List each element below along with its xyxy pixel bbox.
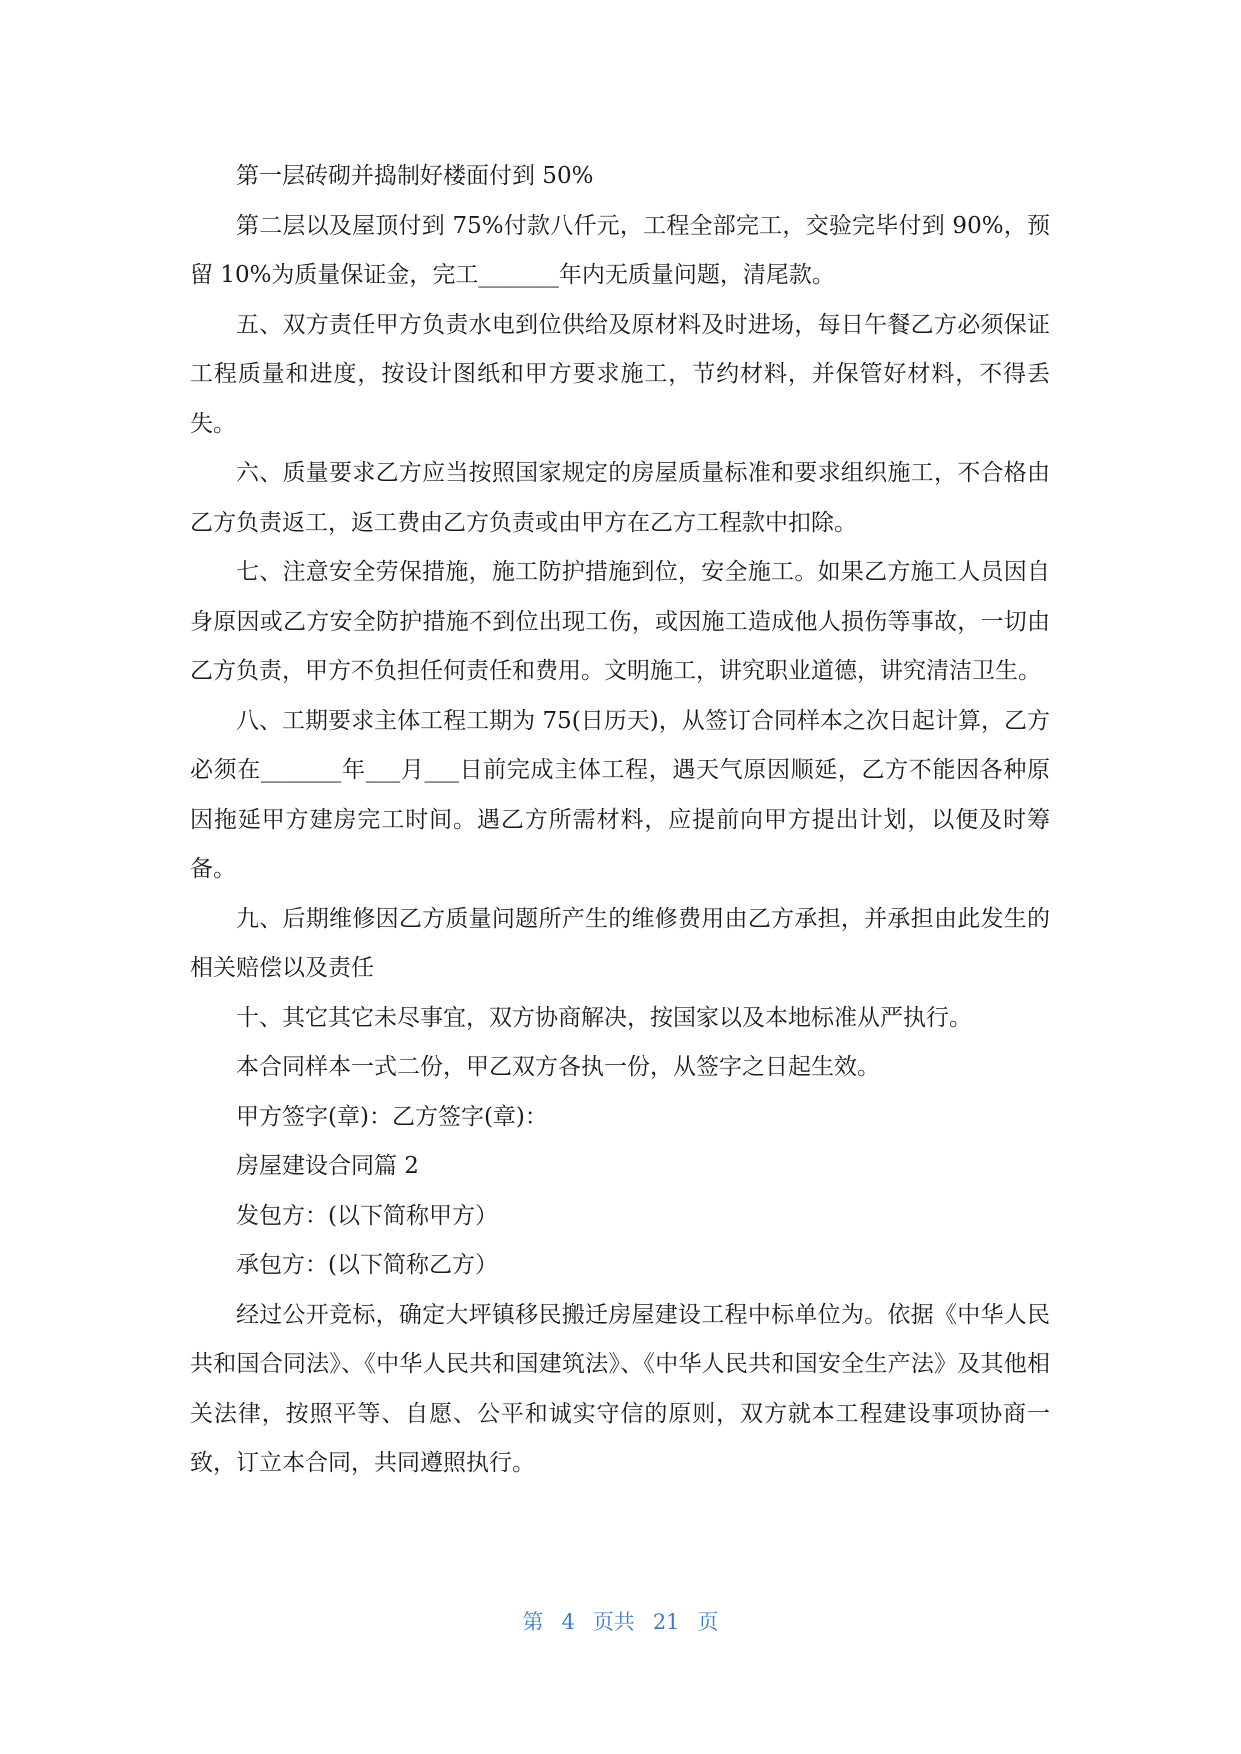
footer-suffix: 页: [697, 1610, 719, 1634]
page-footer: [0, 1606, 1241, 1636]
paragraph-section-9-maintenance: 九、后期维修因乙方质量问题所产生的维修费用由乙方承担，并承担由此发生的相关赔偿以及责任: [190, 905, 1050, 981]
paragraph-payment-second-floor: 第二层以及屋顶付到 75%付款八仟元，工程全部完工，交验完毕付到 90%，预留 10%为质量保证金，完工_______年内无质量问题，清尾款。: [190, 212, 1050, 288]
footer-prefix: 第: [522, 1610, 544, 1634]
paragraph-section-6-quality: 六、质量要求乙方应当按照国家规定的房屋质量标准和要求组织施工，不合格由乙方负责返工，返工费由乙方负责或由甲方在乙方工程款中扣除。: [190, 460, 1050, 536]
paragraph-employer: 发包方：(以下简称甲方）: [236, 1202, 498, 1229]
paragraph-copies: 本合同样本一式二份，甲乙双方各执一份，从签字之日起生效。: [236, 1054, 880, 1080]
document-body: [190, 152, 1050, 1489]
paragraph-section-5-responsibilities: 五、双方责任甲方负责水电到位供给及原材料及时进场，每日午餐乙方必须保证工程质量和进度，按设计图纸和甲方要求施工，节约材料，并保管好材料，不得丢失。: [190, 311, 1050, 437]
heading-contract-2: 房屋建设合同篇 2: [236, 1153, 419, 1179]
paragraph-contractor: 承包方：(以下简称乙方）: [236, 1252, 498, 1278]
paragraph-section-10-other: 十、其它其它未尽事宜，双方协商解决，按国家以及本地标准从严执行。: [236, 1004, 972, 1031]
paragraph-section-8-schedule: 八、工期要求主体工程工期为 75(日历天)，从签订合同样本之次日起计算，乙方必须在_______年___月___日前完成主体工程，遇天气原因顺延，乙方不能因各种原因拖延甲方建房完工时间。遇乙方所需材料，应提前向甲方提出计划，以便及时筹备。: [190, 707, 1050, 882]
footer-middle: 页共: [592, 1610, 635, 1634]
footer-total-pages: 21: [652, 1610, 680, 1634]
footer-current-page: 4: [561, 1610, 575, 1634]
paragraph-bidding-basis: 经过公开竞标，确定大坪镇移民搬迁房屋建设工程中标单位为。依据《中华人民共和国合同法》、《中华人民共和国建筑法》、《中华人民共和国安全生产法》及其他相关法律，按照平等、自愿、公平和诚实守信的原则，双方就本工程建设事项协商一致，订立本合同，共同遵照执行。: [190, 1301, 1050, 1476]
paragraph-signatures: 甲方签字(章)：乙方签字(章)：: [236, 1103, 548, 1130]
paragraph-section-7-safety: 七、注意安全劳保措施，施工防护措施到位，安全施工。如果乙方施工人员因自身原因或乙方安全防护措施不到位出现工伤，或因施工造成他人损伤等事故，一切由乙方负责，甲方不负担任何责任和费用。文明施工，讲究职业道德，讲究清洁卫生。: [190, 559, 1050, 684]
paragraph-payment-first-floor: 第一层砖砌并捣制好楼面付到 50%: [236, 163, 594, 189]
